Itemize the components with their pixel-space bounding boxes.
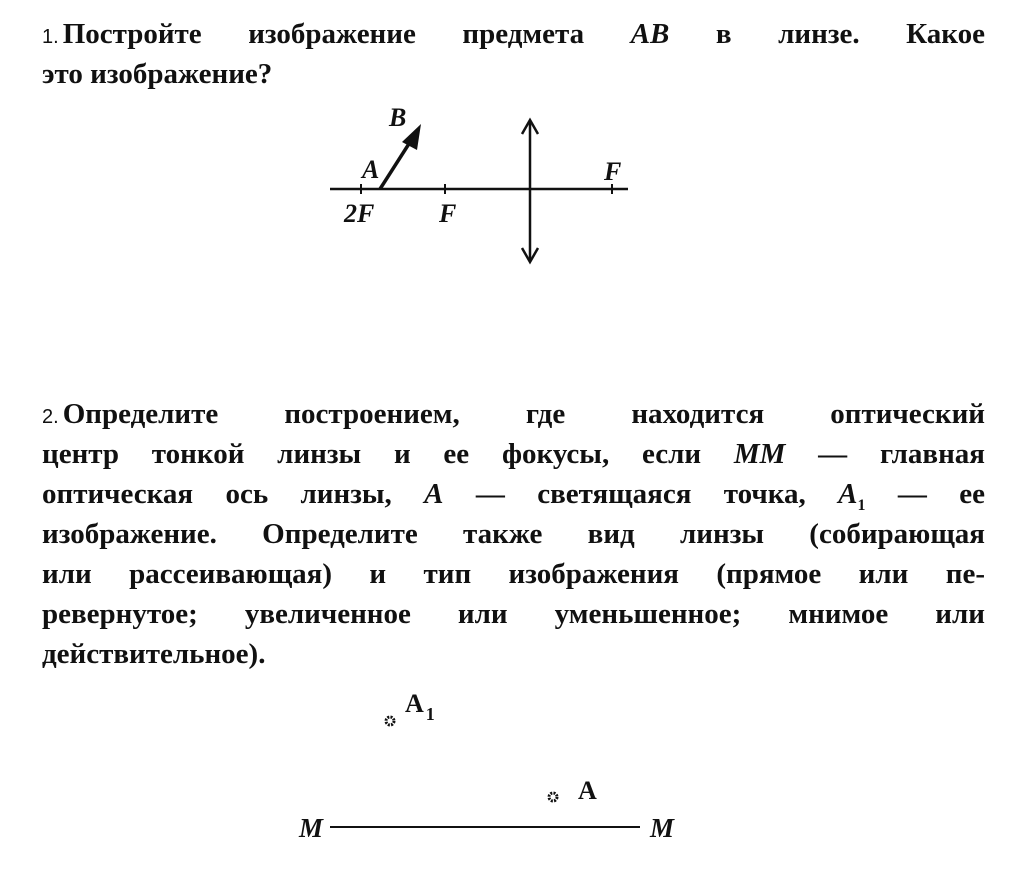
text-segment: оптическая ось линзы,: [42, 478, 425, 510]
text-segment: или рассеивающая) и тип изображения (прямое или пе-: [42, 558, 985, 590]
problem-number: 2.: [42, 406, 59, 428]
text-segment: ревернутое; увеличенное или уменьшенное; мнимое или: [42, 598, 985, 630]
label-f-right: F: [604, 157, 622, 186]
problem-number: 1.: [42, 26, 59, 48]
lens-diagram: [330, 103, 628, 262]
axis-diagram: [298, 689, 675, 843]
label-m-left: M: [299, 813, 324, 843]
text-segment: действительное).: [42, 638, 266, 670]
label-a: A: [578, 776, 597, 805]
text-segment: AB: [630, 18, 670, 50]
text-segment: A: [424, 478, 444, 510]
point-a1: [386, 717, 394, 725]
label-2f: 2F: [344, 199, 375, 228]
text-segment: — главная: [785, 438, 985, 470]
text-segment: — ее: [865, 478, 985, 510]
object-ab: [380, 139, 412, 189]
text-segment: Определите построением, где находится оптический: [62, 398, 985, 430]
text-segment: в линзе. Какое: [669, 18, 985, 50]
label-a1: A $_1$: [405, 689, 435, 724]
text-segment: A: [838, 478, 858, 510]
text-segment: это изображение?: [42, 58, 273, 90]
text-segment: центр тонкой линзы и ее фокусы, если: [42, 438, 734, 470]
text-segment: Постройте изображение предмета: [62, 18, 631, 50]
label-a: A: [362, 155, 380, 184]
text-segment: — светящаяся точка,: [443, 478, 839, 510]
text-segment: изображение. Определите также вид линзы (собирающая: [42, 518, 985, 550]
point-a: [549, 793, 557, 801]
subscript: 1: [857, 496, 866, 514]
label-m-right: M: [650, 813, 675, 843]
text-segment: MM: [733, 438, 786, 470]
label-f-left: F: [439, 199, 457, 228]
label-b: B: [389, 103, 407, 132]
